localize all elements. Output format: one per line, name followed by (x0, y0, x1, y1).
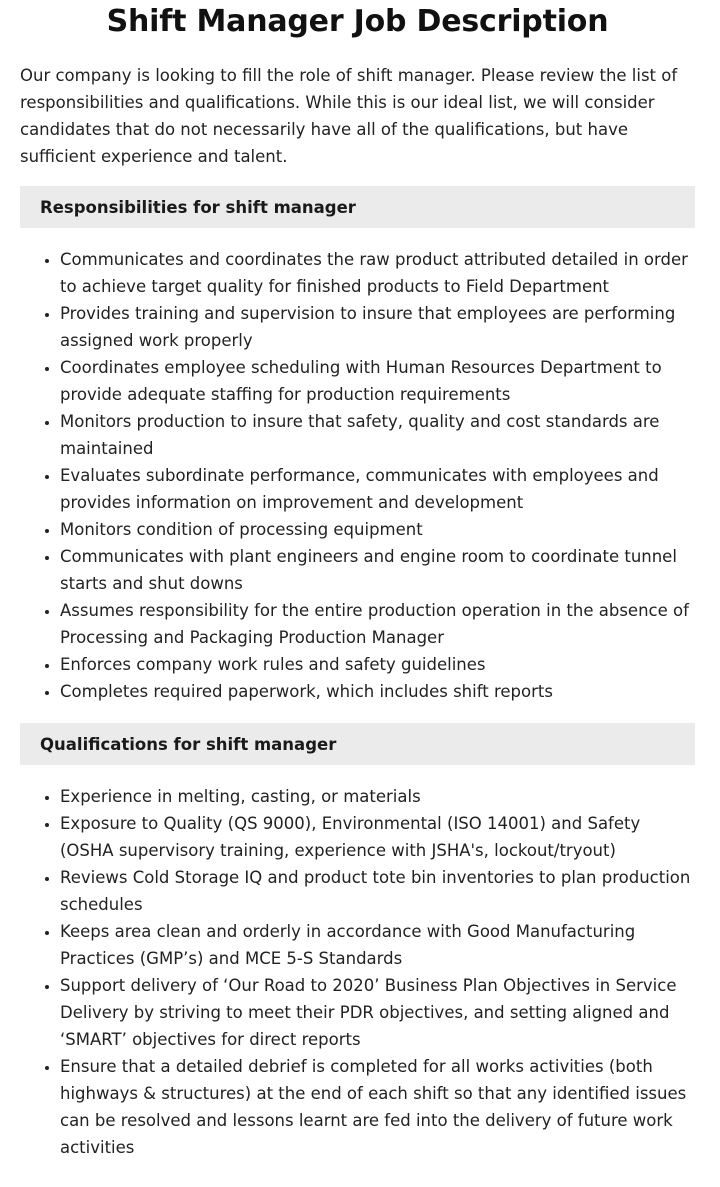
responsibilities-list (20, 246, 695, 705)
list-item: • Provides training and supervision to insure that employees are performing assigned work properly (60, 300, 695, 354)
page-title: Shift Manager Job Description (106, 4, 609, 39)
responsibilities-heading: Responsibilities for shift manager (20, 186, 695, 228)
list-item: • Monitors condition of processing equipment (60, 516, 695, 543)
list-item: • Communicates and coordinates the raw product attributed detailed in order to achieve target quality for finished products to Field Department (60, 246, 695, 300)
list-item: • Assumes responsibility for the entire production operation in the absence of Processing and Packaging Production Manager (60, 597, 695, 651)
list-item: • Evaluates subordinate performance, communicates with employees and provides information on improvement and development (60, 462, 695, 516)
list-item: • Reviews Cold Storage IQ and product tote bin inventories to plan production schedules (60, 864, 695, 918)
qualifications-list (20, 783, 695, 1161)
list-item: • Ensure that a detailed debrief is completed for all works activities (both highways & structures) at the end of each shift so that any identified issues can be resolved and lessons learnt are fed into the delivery of future work activities (60, 1053, 695, 1161)
list-item: • Coordinates employee scheduling with Human Resources Department to provide adequate staffing for production requirements (60, 354, 695, 408)
list-item: • Communicates with plant engineers and engine room to coordinate tunnel starts and shut downs (60, 543, 695, 597)
list-item: • Support delivery of ‘Our Road to 2020’ Business Plan Objectives in Service Delivery by striving to meet their PDR objectives, and setting aligned and ‘SMART’ objectives for direct reports (60, 972, 695, 1053)
list-item: • Keeps area clean and orderly in accordance with Good Manufacturing Practices (GMP’s) and MCE 5-S Standards (60, 918, 695, 972)
intro-paragraph: Our company is looking to fill the role of shift manager. Please review the list of responsibilities and qualifications. While this is our ideal list, we will consider candidates that do not necessarily have all of the qualifications, but have sufficient experience and talent. (20, 66, 678, 166)
list-item: • Exposure to Quality (QS 9000), Environmental (ISO 14001) and Safety (OSHA supervisory training, experience with JSHA's, lockout/tryout) (60, 810, 695, 864)
qualifications-heading: Qualifications for shift manager (20, 723, 695, 765)
list-item: • Experience in melting, casting, or materials (60, 783, 695, 810)
list-item: • Completes required paperwork, which includes shift reports (60, 678, 695, 705)
list-item: • Enforces company work rules and safety guidelines (60, 651, 695, 678)
list-item: • Monitors production to insure that safety, quality and cost standards are maintained (60, 408, 695, 462)
